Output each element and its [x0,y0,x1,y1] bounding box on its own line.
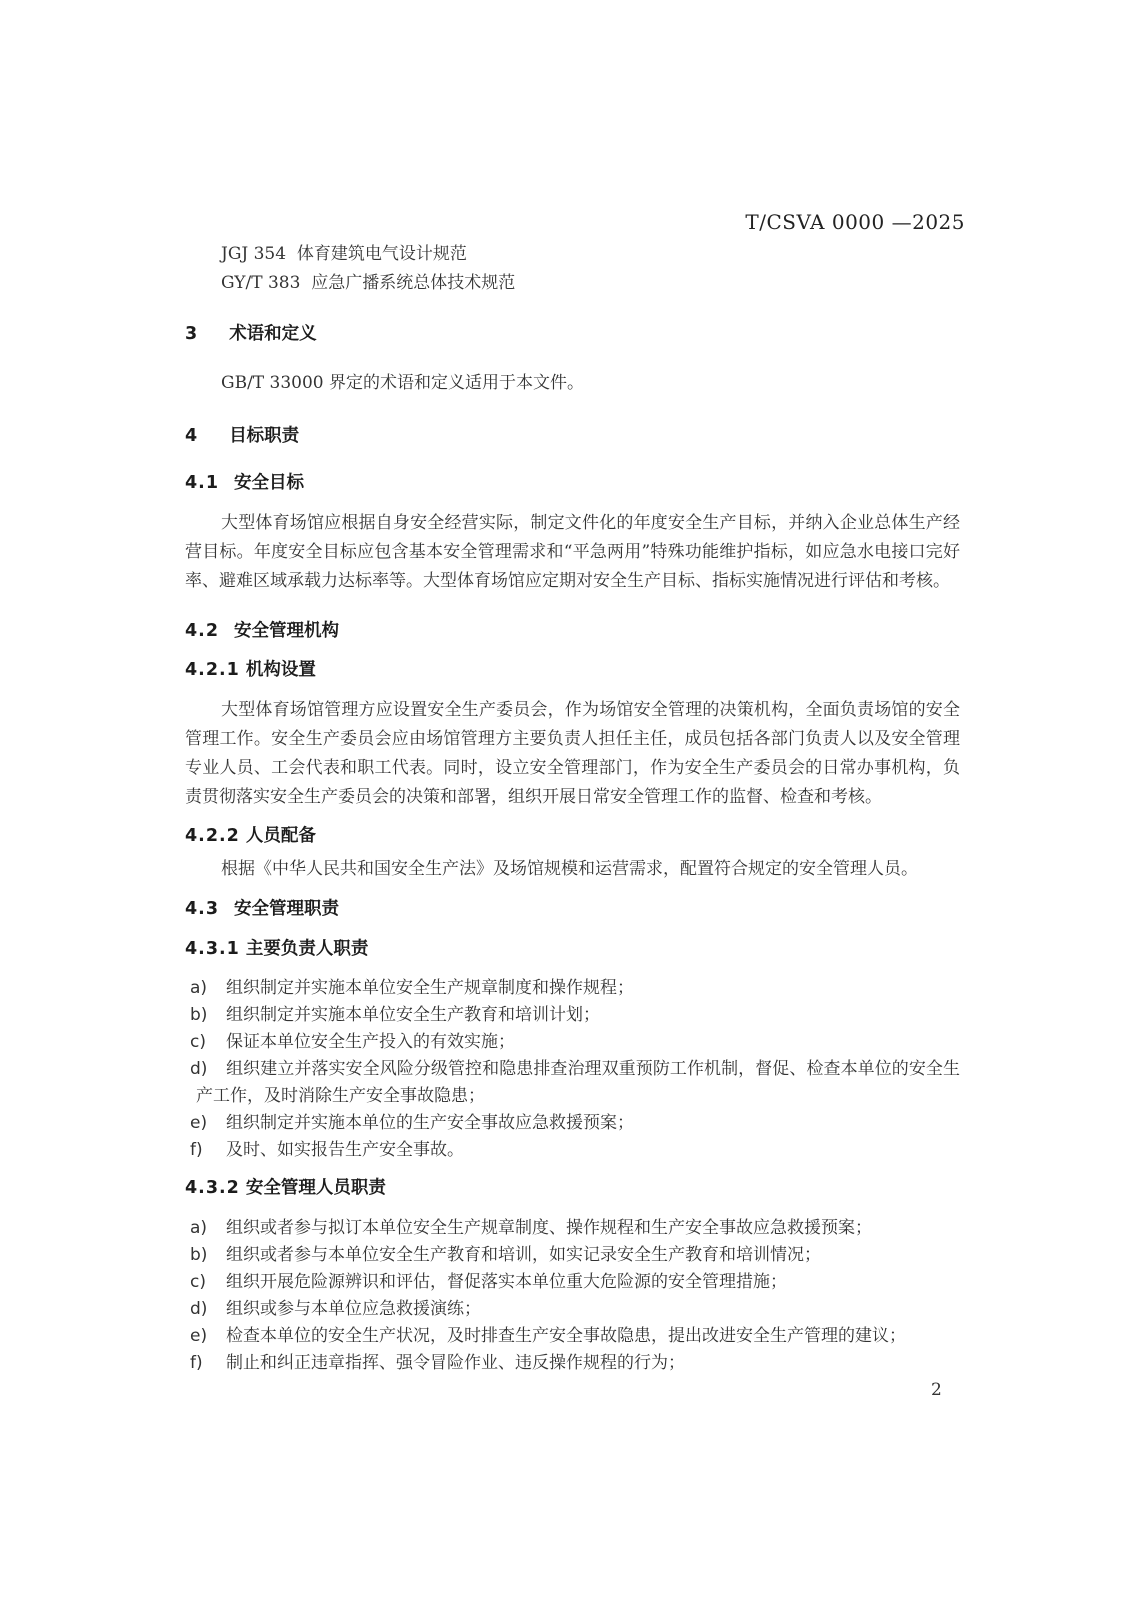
list-item [185,1269,960,1296]
section-heading-4-2-2 [185,822,960,851]
list-item [185,975,960,1002]
list-item-text: 组织制定并实施本单位安全生产教育和培训计划； [226,1005,600,1025]
section-title: 目标职责 [229,426,300,446]
section-number: 4.3.1 [185,939,240,959]
list-4-3-2 [185,1215,960,1377]
list-4-3-1 [185,975,960,1164]
list-item-label: c) [190,1272,206,1292]
doc-number: T/CSVA 0000 —2025 [745,210,965,234]
list-item-text: 保证本单位安全生产投入的有效实施； [226,1032,515,1052]
section-heading-4-2 [185,617,960,646]
list-item [185,1002,960,1029]
section-number: 4.2 [185,621,220,641]
section-number: 4.1 [185,473,220,493]
list-item-label: b) [190,1005,208,1025]
list-item-label: b) [190,1245,208,1265]
section-heading-4-2-1 [185,656,960,685]
list-item-label: f) [190,1353,203,1373]
list-item-label: a) [190,1218,208,1238]
section-title: 安全管理人员职责 [245,1178,386,1198]
section-number: 4.3.2 [185,1178,240,1198]
document-content [185,240,960,1377]
section-number: 4.3 [185,899,220,919]
list-item [185,1350,960,1377]
list-item [185,1110,960,1137]
section-4-2-1-body: 大型体育场馆管理方应设置安全生产委员会，作为场馆安全管理的决策机构，全面负责场馆的安全管理工作。安全生产委员会应由场馆管理方主要负责人担任主任，成员包括各部门负责人以及安全管理专业人员、工会代表和职工代表。同时，设立安全管理部门，作为安全生产委员会的日常办事机构，负责贯彻落实安全生产委员会的决策和部署，组织开展日常安全管理工作的监督、检查和考核。 [185,700,960,807]
list-item-text: 组织开展危险源辨识和评估，督促落实本单位重大危险源的安全管理措施； [226,1272,787,1292]
list-item [185,1323,960,1350]
list-item-text: 组织或者参与拟订本单位安全生产规章制度、操作规程和生产安全事故应急救援预案； [226,1218,872,1238]
list-item-text: 及时、如实报告生产安全事故。 [226,1140,464,1160]
section-4-2-2-body: 根据《中华人民共和国安全生产法》及场馆规模和运营需求，配置符合规定的安全管理人员。 [221,859,918,879]
section-title: 术语和定义 [229,324,317,344]
list-item [185,1137,960,1164]
section-title: 机构设置 [245,660,316,680]
list-item-label: d) [190,1299,208,1319]
section-heading-4 [185,422,960,451]
section-3-body: GB/T 33000 界定的术语和定义适用于本文件。 [221,373,585,393]
list-item-text: 组织制定并实施本单位安全生产规章制度和操作规程； [226,978,634,998]
list-item-label: e) [190,1113,208,1133]
list-item-label: c) [190,1032,206,1052]
section-number: 3 [185,324,199,344]
list-item-label: e) [190,1326,208,1346]
section-number: 4.2.1 [185,660,240,680]
section-title: 人员配备 [245,826,316,846]
section-4-1-body: 大型体育场馆应根据自身安全经营实际，制定文件化的年度安全生产目标，并纳入企业总体生产经营目标。年度安全目标应包含基本安全管理需求和“平急两用”特殊功能维护指标，如应急水电接口完好率、避难区域承载力达标率等。大型体育场馆应定期对安全生产目标、指标实施情况进行评估和考核。 [185,513,960,591]
list-item-label: d) [190,1059,208,1079]
list-item [185,1215,960,1242]
list-item-text: 组织或参与本单位应急救援演练； [226,1299,481,1319]
section-number: 4 [185,426,199,446]
section-title: 主要负责人职责 [245,939,369,959]
section-heading-4-3-1 [185,935,960,964]
references-list [185,240,960,298]
list-item-label: a) [190,978,208,998]
list-item-label: f) [190,1140,203,1160]
section-title: 安全目标 [234,473,305,493]
section-number: 4.2.2 [185,826,240,846]
section-heading-4-1 [185,469,960,498]
section-title: 安全管理职责 [234,899,340,919]
page-number: 2 [931,1380,942,1400]
list-item [185,1242,960,1269]
section-heading-3 [185,320,960,349]
list-item [185,1056,960,1110]
section-heading-4-3-2 [185,1174,960,1203]
reference-line: JGJ 354 体育建筑电气设计规范 [221,244,467,264]
reference-line: GY/T 383 应急广播系统总体技术规范 [221,273,516,293]
list-item [185,1296,960,1323]
list-item [185,1029,960,1056]
list-item-text: 制止和纠正违章指挥、强令冒险作业、违反操作规程的行为； [226,1353,685,1373]
section-title: 安全管理机构 [234,621,340,641]
list-item-text: 组织或者参与本单位安全生产教育和培训，如实记录安全生产教育和培训情况； [226,1245,821,1265]
list-item-text: 检查本单位的安全生产状况，及时排查生产安全事故隐患，提出改进安全生产管理的建议； [226,1326,906,1346]
list-item-text: 组织制定并实施本单位的生产安全事故应急救援预案； [226,1113,634,1133]
section-heading-4-3 [185,895,960,924]
list-item-text: 组织建立并落实安全风险分级管控和隐患排查治理双重预防工作机制，督促、检查本单位的安全生产工作，及时消除生产安全事故隐患； [196,1059,960,1106]
